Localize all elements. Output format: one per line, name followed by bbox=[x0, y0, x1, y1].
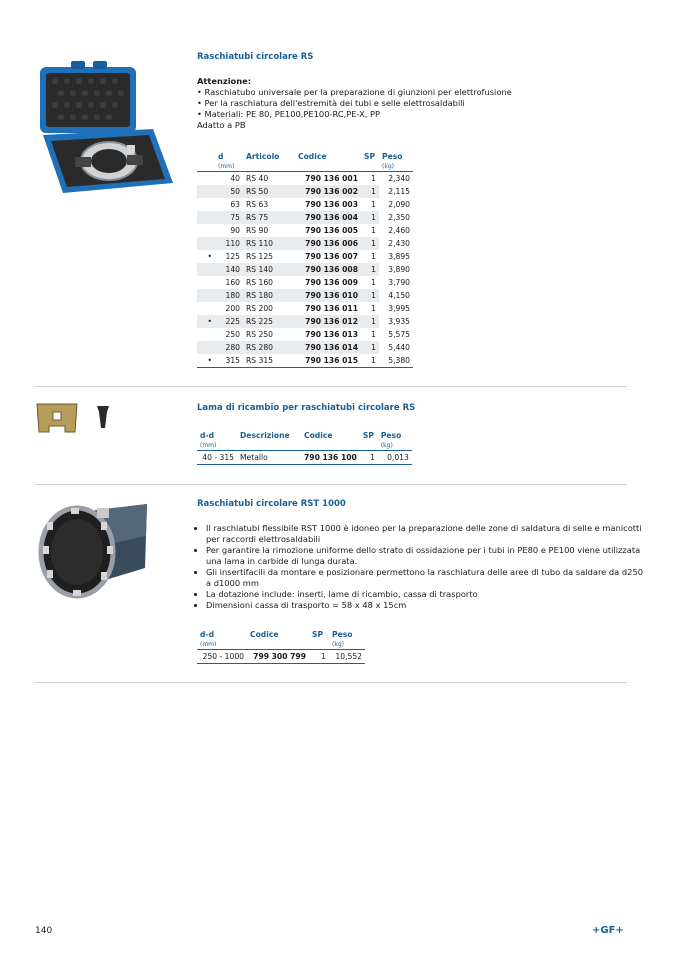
col-articolo: Articolo bbox=[246, 151, 280, 161]
cell-peso: 10,552 bbox=[329, 650, 365, 664]
table-header-row bbox=[197, 429, 412, 441]
cell-sp: 1 bbox=[361, 341, 379, 354]
bullet-item: • Gli insertifacili da montare e posizionare permettono la raschiatura delle aree di tubo da saldare da d250 a d1000 mm bbox=[206, 567, 646, 589]
col-codice: Codice bbox=[298, 151, 327, 161]
cell-peso: 4,150 bbox=[388, 291, 410, 300]
cell-articolo: RS 160 bbox=[246, 278, 274, 287]
cell-d: 75 bbox=[215, 211, 243, 224]
cell-dd: 40 - 315 bbox=[197, 451, 237, 465]
cell-peso: 2,090 bbox=[388, 200, 410, 209]
cell-mark bbox=[197, 328, 215, 341]
cell-articolo: RS 50 bbox=[243, 185, 295, 198]
col-sp: SP bbox=[362, 430, 374, 440]
attention-heading: Attenzione: bbox=[197, 76, 252, 86]
scraper-case-image bbox=[35, 55, 175, 233]
cell-sp: 1 bbox=[361, 315, 379, 328]
table-row bbox=[197, 341, 413, 354]
table-row bbox=[197, 650, 365, 664]
col-dd: d-d bbox=[200, 430, 215, 440]
cell-articolo: RS 110 bbox=[243, 237, 295, 250]
col-descrizione: Descrizione bbox=[240, 430, 290, 440]
cell-mark bbox=[197, 237, 215, 250]
cell-mark bbox=[197, 289, 215, 302]
table-row bbox=[197, 315, 413, 328]
cell-articolo: RS 315 bbox=[243, 354, 295, 368]
table-row bbox=[197, 289, 413, 302]
cell-codice: 790 136 012 bbox=[295, 315, 361, 328]
cell-d: 140 bbox=[215, 263, 243, 276]
cell-mark: • bbox=[197, 354, 215, 368]
cell-mark bbox=[197, 263, 215, 276]
cell-d: 125 bbox=[225, 252, 240, 261]
cell-codice: 790 136 006 bbox=[295, 237, 361, 250]
cell-peso: 2,350 bbox=[388, 213, 410, 222]
cell-sp: 1 bbox=[361, 185, 379, 198]
cell-peso: 3,790 bbox=[388, 278, 410, 287]
cell-articolo: RS 75 bbox=[243, 211, 295, 224]
cell-articolo: RS 280 bbox=[243, 341, 295, 354]
section-title-blade: Lama di ricambio per raschiatubi circolare RS bbox=[197, 403, 416, 413]
table-row bbox=[197, 172, 413, 186]
cell-d: 50 bbox=[215, 185, 243, 198]
cell-mark bbox=[197, 341, 215, 354]
cell-codice: 790 136 010 bbox=[295, 289, 361, 302]
cell-d: 250 bbox=[225, 330, 240, 339]
cell-articolo: RS 125 bbox=[246, 252, 274, 261]
col-sp: SP bbox=[364, 151, 376, 161]
cell-codice: 790 136 005 bbox=[305, 226, 358, 235]
cell-codice: 790 136 011 bbox=[305, 304, 358, 313]
cell-descrizione: Metallo bbox=[237, 451, 301, 465]
cell-articolo: RS 225 bbox=[243, 315, 295, 328]
cell-peso: 2,460 bbox=[388, 226, 410, 235]
cell-d: 63 bbox=[230, 200, 240, 209]
cell-codice: 790 136 003 bbox=[305, 200, 358, 209]
cell-mark bbox=[197, 224, 215, 237]
unit-dd: (mm) bbox=[200, 442, 217, 449]
cell-d: 40 bbox=[215, 172, 243, 186]
attention-line: • Raschiatubo universale per la preparazione di giunzioni per elettrofusione bbox=[197, 87, 512, 97]
unit-d: (mm) bbox=[218, 163, 235, 170]
cell-codice: 790 136 007 bbox=[305, 252, 358, 261]
bullet-item: • La dotazione include: inserti, lame di ricambio, cassa di trasporto bbox=[206, 589, 646, 600]
table-row bbox=[197, 185, 413, 198]
table-unit-row bbox=[197, 441, 412, 451]
col-peso: Peso bbox=[332, 629, 353, 639]
cell-mark bbox=[197, 211, 215, 224]
cell-articolo: RS 90 bbox=[246, 226, 269, 235]
cell-sp: 1 bbox=[361, 237, 379, 250]
unit-peso: (kg) bbox=[380, 442, 393, 449]
cell-d: 225 bbox=[215, 315, 243, 328]
cell-dd: 250 - 1000 bbox=[197, 650, 247, 664]
cell-peso: 5,380 bbox=[379, 354, 413, 368]
col-dd: d-d bbox=[200, 629, 215, 639]
cell-articolo: RS 250 bbox=[246, 330, 274, 339]
rst-photo bbox=[35, 496, 155, 606]
unit-peso: (kg) bbox=[332, 641, 344, 648]
table-row bbox=[197, 328, 413, 341]
cell-sp: 1 bbox=[371, 278, 376, 287]
table-header-row bbox=[197, 150, 413, 162]
unit-peso: (kg) bbox=[382, 163, 394, 170]
rs-product-table bbox=[197, 150, 413, 368]
rst-1000-image bbox=[35, 496, 155, 606]
spare-blade-image bbox=[35, 402, 135, 442]
cell-codice: 799 300 799 bbox=[247, 650, 309, 664]
table-row bbox=[197, 198, 413, 211]
cell-codice: 790 136 002 bbox=[295, 185, 361, 198]
cell-codice: 790 136 013 bbox=[305, 330, 358, 339]
cell-peso: 0,013 bbox=[378, 451, 412, 465]
cell-sp: 1 bbox=[360, 451, 378, 465]
cell-d: 180 bbox=[215, 289, 243, 302]
cell-mark bbox=[197, 276, 215, 289]
divider bbox=[35, 682, 627, 683]
table-header-row bbox=[197, 628, 365, 640]
table-row bbox=[197, 237, 413, 250]
col-codice: Codice bbox=[304, 430, 333, 440]
cell-sp: 1 bbox=[371, 330, 376, 339]
cell-mark bbox=[197, 198, 215, 211]
cell-mark bbox=[197, 172, 215, 186]
col-sp: SP bbox=[312, 629, 324, 639]
cell-peso: 3,890 bbox=[388, 265, 410, 274]
cell-codice: 790 136 008 bbox=[295, 263, 361, 276]
blade-table bbox=[197, 429, 412, 465]
cell-sp: 1 bbox=[361, 172, 379, 186]
col-peso: Peso bbox=[382, 151, 403, 161]
cell-articolo: RS 180 bbox=[243, 289, 295, 302]
cell-sp: 1 bbox=[371, 200, 376, 209]
cell-peso: 3,995 bbox=[388, 304, 410, 313]
table-row bbox=[197, 224, 413, 237]
cell-d: 90 bbox=[230, 226, 240, 235]
table-row bbox=[197, 302, 413, 315]
section-title-rs: Raschiatubi circolare RS bbox=[197, 52, 314, 62]
cell-codice: 790 136 004 bbox=[295, 211, 361, 224]
section-title-rst: Raschiatubi circolare RST 1000 bbox=[197, 499, 346, 509]
cell-codice: 790 136 009 bbox=[305, 278, 358, 287]
cell-articolo: RS 40 bbox=[243, 172, 295, 186]
cell-sp: 1 bbox=[309, 650, 329, 664]
bullet-item: • Il raschiatubi flessibile RST 1000 è idoneo per la preparazione delle zone di saldatura di selle e manicotti per raccordi elettrosaldabili bbox=[206, 523, 646, 545]
cell-codice: 790 136 100 bbox=[301, 451, 360, 465]
cell-mark bbox=[197, 302, 215, 315]
table-row bbox=[197, 250, 413, 263]
attention-line: • Materiali: PE 80, PE100,PE100-RC,PE-X, PP bbox=[197, 109, 381, 119]
table-row bbox=[197, 451, 412, 465]
cell-mark: • bbox=[197, 315, 215, 328]
cell-peso: 2,340 bbox=[379, 172, 413, 186]
table-unit-row bbox=[197, 640, 365, 650]
table-row bbox=[197, 211, 413, 224]
cell-d: 200 bbox=[225, 304, 240, 313]
cell-codice: 790 136 001 bbox=[295, 172, 361, 186]
cell-peso: 5,575 bbox=[388, 330, 410, 339]
unit-dd: (mm) bbox=[200, 641, 217, 648]
divider bbox=[35, 484, 627, 485]
cell-d: 280 bbox=[215, 341, 243, 354]
cell-codice: 790 136 014 bbox=[295, 341, 361, 354]
case-photo bbox=[35, 55, 175, 233]
col-peso: Peso bbox=[380, 430, 402, 440]
cell-peso: 2,115 bbox=[388, 187, 410, 196]
cell-sp: 1 bbox=[361, 354, 379, 368]
gf-logo: +GF+ bbox=[592, 925, 624, 936]
table-row bbox=[197, 354, 413, 368]
cell-mark: • bbox=[207, 252, 212, 261]
attention-block bbox=[197, 76, 597, 131]
cell-articolo: RS 140 bbox=[243, 263, 295, 276]
cell-articolo: RS 63 bbox=[246, 200, 269, 209]
cell-d: 315 bbox=[215, 354, 243, 368]
cell-peso: 3,935 bbox=[388, 317, 410, 326]
divider bbox=[35, 386, 627, 387]
cell-d: 160 bbox=[225, 278, 240, 287]
cell-sp: 1 bbox=[361, 263, 379, 276]
col-codice: Codice bbox=[250, 629, 279, 639]
table-row bbox=[197, 263, 413, 276]
blade-photo bbox=[35, 402, 135, 442]
attention-line: Adatto a PB bbox=[197, 120, 246, 130]
cell-sp: 1 bbox=[371, 252, 376, 261]
cell-peso: 3,895 bbox=[388, 252, 410, 261]
cell-articolo: RS 200 bbox=[246, 304, 274, 313]
page-number: 140 bbox=[35, 926, 53, 936]
cell-sp: 1 bbox=[371, 304, 376, 313]
rst-table bbox=[197, 628, 365, 664]
cell-sp: 1 bbox=[361, 289, 379, 302]
cell-mark bbox=[197, 185, 215, 198]
cell-sp: 1 bbox=[371, 226, 376, 235]
cell-sp: 1 bbox=[361, 211, 379, 224]
cell-peso: 2,430 bbox=[388, 239, 410, 248]
cell-d: 110 bbox=[215, 237, 243, 250]
rst-bullet-list bbox=[194, 523, 646, 611]
attention-line: • Per la raschiatura dell'estremità dei tubi e selle elettrosaldabili bbox=[197, 98, 465, 108]
col-d: d bbox=[218, 151, 224, 161]
cell-peso: 5,440 bbox=[388, 343, 410, 352]
table-row bbox=[197, 276, 413, 289]
bullet-item: • Dimensioni cassa di trasporto = 58 x 48 x 15cm bbox=[206, 600, 646, 611]
bullet-item: • Per garantire la rimozione uniforme dello strato di ossidazione per i tubi in PE80 e PE100 viene utilizzata una lama in carbide di lunga durata. bbox=[206, 545, 646, 567]
table-unit-row bbox=[197, 162, 413, 172]
cell-codice: 790 136 015 bbox=[295, 354, 361, 368]
